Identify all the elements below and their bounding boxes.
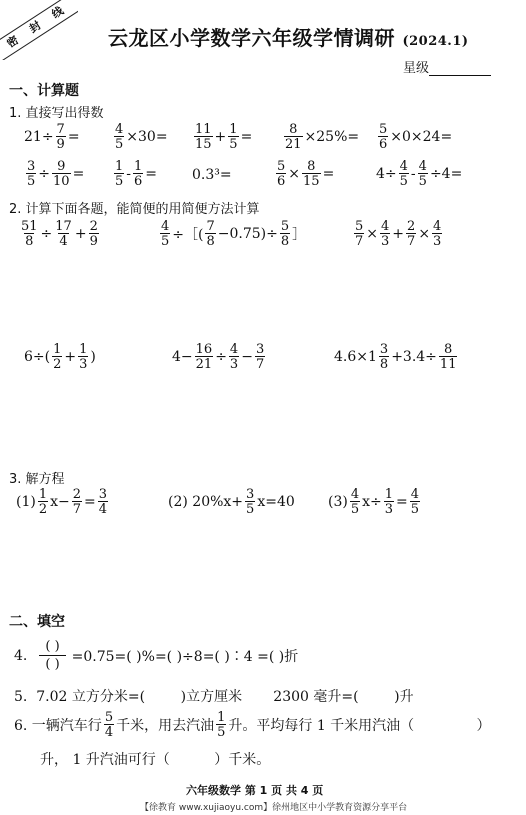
fraction: $\frac{8}{11}$ [439, 342, 457, 372]
fraction: $\frac{1}{6}$ [134, 159, 143, 189]
fraction: $\frac{5}{6}$ [379, 122, 388, 152]
q2-item-e: 4− $\frac{16}{21}$ ÷ $\frac{4}{3}$ − $\frac{3}{7}$ [172, 342, 265, 372]
fraction: $\frac{4}{3}$ [229, 342, 239, 372]
fraction: $\frac{11}{15}$ [195, 122, 212, 152]
q1-item-9: $\frac{5}{6}$ × $\frac{8}{15}$ = [277, 159, 335, 189]
q1-item-1: 21÷ $\frac{7}{9}$ = [24, 122, 80, 152]
q3-item-c: (3) $\frac{4}{5}$ x÷ $\frac{1}{3}$ = $\frac{4}{5}$ [328, 487, 420, 517]
fraction: $\frac{1}{5}$ [229, 122, 238, 152]
seal-line-corner [0, 0, 78, 60]
class-blank[interactable] [429, 63, 491, 76]
fraction: $\frac{2}{9}$ [89, 219, 98, 249]
fraction: $\frac{4}{5}$ [115, 122, 124, 152]
page-footer: 六年级数学 第 1 页 共 4 页 [186, 784, 324, 797]
q3-item-b: (2) 20%x+ $\frac{3}{5}$ x=40 [168, 487, 295, 517]
fraction: $\frac{3}{4}$ [98, 487, 108, 517]
q1-item-8: 0.3³= [192, 167, 232, 183]
q2-item-d: 6÷( $\frac{1}{2}$ + $\frac{1}{3}$ ) [24, 342, 96, 372]
section-fill-heading: 二、填空 [9, 614, 65, 630]
fraction: $\frac{5}{8}$ [280, 219, 290, 249]
fraction: $\frac{16}{21}$ [195, 342, 213, 372]
q1-item-2: $\frac{4}{5}$ ×30= [115, 122, 168, 152]
fill-q6-line1: 6. 一辆汽车行 $\frac{5}{4}$ 千米，用去汽油 $\frac{1}{5}$ 升。平均每行 1 千米用汽油（ ） [14, 710, 491, 740]
fraction: $\frac{4}{5}$ [418, 159, 427, 189]
fraction: $\frac{17}{4}$ [55, 219, 72, 249]
fraction: $\frac{4}{5}$ [161, 219, 170, 249]
fraction: $\frac{7}{9}$ [56, 122, 65, 152]
fraction: $\frac{1}{3}$ [384, 487, 394, 517]
q1-item-6: $\frac{3}{5}$ ÷ $\frac{9}{10}$ = [27, 159, 85, 189]
fraction: $\frac{5}{4}$ [104, 710, 114, 740]
fill-q5: 5. 7.02 立方分米=( )立方厘米 2300 毫升=( )升 [14, 689, 414, 705]
fraction: $\frac{3}{7}$ [255, 342, 265, 372]
q3-item-a: (1) $\frac{1}{2}$ x− $\frac{2}{7}$ = $\frac{3}{4}$ [16, 487, 108, 517]
fraction: $\frac{5}{7}$ [355, 219, 364, 249]
fraction: $\frac{3}{5}$ [27, 159, 36, 189]
fraction: $\frac{9}{10}$ [53, 159, 70, 189]
fraction: $\frac{3}{8}$ [379, 342, 389, 372]
q1-item-10: 4÷ $\frac{4}{5}$ - $\frac{4}{5}$ ÷4= [376, 159, 463, 189]
fraction: $\frac{3}{5}$ [246, 487, 255, 517]
fraction: $\frac{1}{2}$ [38, 487, 48, 517]
q1-item-4: $\frac{8}{21}$ ×25%= [285, 122, 360, 152]
fraction: $\frac{1}{3}$ [79, 342, 88, 372]
title-text: 云龙区小学数学六年级学情调研 [108, 26, 395, 50]
fraction: $\frac{7}{8}$ [206, 219, 215, 249]
fraction: $\frac{8}{15}$ [303, 159, 320, 189]
title-year: (2024.1) [402, 34, 469, 49]
fraction: $\frac{2}{7}$ [407, 219, 416, 249]
fill-q4-rest: =0.75=( )%=( )÷8=( )∶4 =( )折 [71, 648, 299, 665]
q2-item-c: $\frac{5}{7}$ × $\frac{4}{3}$ + $\frac{2}{7}$ × $\frac{4}{3}$ [355, 219, 442, 249]
q1-item-3: $\frac{11}{15}$ + $\frac{1}{5}$ = [195, 122, 253, 152]
fill-q4: 4. $\frac{( )}{( )}$ =0.75=( )%=( )÷8=( )∶4 =( )折 [14, 639, 299, 672]
fraction: $\frac{2}{7}$ [72, 487, 82, 517]
source-footer: 【徐教育 www.xujiaoyu.com】徐州地区中小学教育资源分享平台 [140, 803, 408, 813]
q1-item-7: $\frac{1}{5}$ - $\frac{1}{6}$ = [115, 159, 158, 189]
fraction: $\frac{4}{3}$ [433, 219, 442, 249]
class-label: 星级 [403, 61, 430, 76]
fraction: $\frac{4}{5}$ [399, 159, 408, 189]
page-title [108, 22, 469, 51]
fraction: $\frac{4}{5}$ [350, 487, 360, 517]
fraction: $\frac{4}{5}$ [410, 487, 420, 517]
q2-item-f: 4.6×1 $\frac{3}{8}$ +3.4÷ $\frac{8}{11}$ [334, 342, 457, 372]
q2-item-a: $\frac{51}{8}$ ÷ $\frac{17}{4}$ + $\frac{2}{9}$ [21, 219, 98, 249]
fraction: $\frac{1}{2}$ [53, 342, 62, 372]
fraction: $\frac{8}{21}$ [285, 122, 302, 152]
fill-q6-line2: 升， 1 升汽油可行（ ）千米。 [40, 752, 271, 768]
fraction: $\frac{4}{3}$ [381, 219, 390, 249]
fraction: $\frac{5}{6}$ [277, 159, 286, 189]
class-field [403, 57, 491, 76]
q2-item-b: $\frac{4}{5}$ ÷［( $\frac{7}{8}$ −0.75)÷ $\frac{5}{8}$ ］ [161, 219, 307, 249]
q1-heading: 1. 直接写出得数 [9, 106, 104, 121]
fraction: $\frac{( )}{( )}$ [39, 640, 65, 671]
q1-item-5: $\frac{5}{6}$ ×0×24= [379, 122, 453, 152]
fraction: $\frac{1}{5}$ [217, 710, 226, 740]
section-calc-heading: 一、计算题 [9, 83, 79, 99]
fraction: $\frac{51}{8}$ [21, 219, 38, 249]
fraction: $\frac{1}{5}$ [115, 159, 124, 189]
q3-heading: 3. 解方程 [9, 472, 65, 487]
q2-heading: 2. 计算下面各题，能简便的用简便方法计算 [9, 202, 260, 217]
seal-line-text: 密 封 线 [0, 0, 78, 60]
